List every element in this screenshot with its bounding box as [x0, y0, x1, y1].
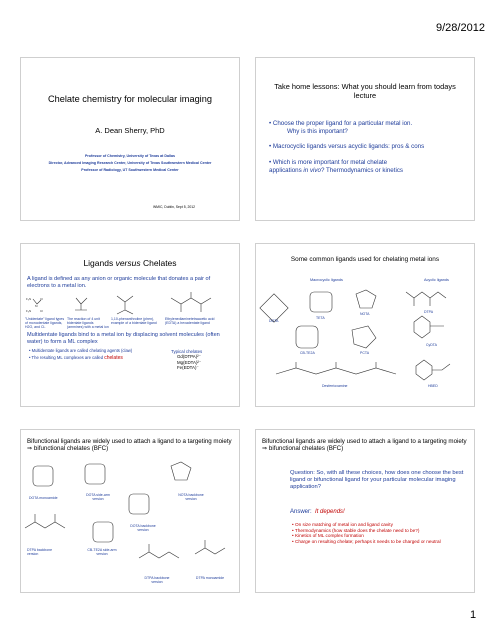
slide3-definition: A ligand is defined as any anion or organic molecule that donates a pair of electrons to a metal ion.	[27, 276, 211, 289]
slide2-bullet2: • Macrocyclic ligands versus acyclic ligands: pros & cons	[269, 143, 425, 150]
bfc-caption-8: DTPA monoamide	[195, 576, 225, 580]
typical-chelate-2: Mg(EDTA)²⁻	[177, 359, 202, 365]
svg-text:F₃N: F₃N	[26, 297, 32, 301]
typical-chelate-3: Fe(EDTA)⁻	[177, 365, 199, 371]
bfc-caption-4: DOTA backbone version	[130, 524, 156, 532]
slide1-affil3: Professor of Radiology, UT Southwestern Medical Center	[81, 168, 179, 172]
slide-take-home	[255, 57, 475, 221]
page-date: 9/28/2012	[436, 22, 485, 34]
bfc-caption-3: NOTA backbone version	[178, 493, 204, 501]
slide1-title: Chelate chemistry for molecular imaging	[48, 94, 212, 104]
ligand-name-cb-te2a: CB-TE2A	[300, 351, 315, 355]
slide3-typical-chelates: Typical chelates Gd(DTPA)²⁻ Mg(EDTA)²⁻ Fe(EDTA)⁻	[171, 349, 235, 371]
ligand-name-desferrioxamine: Desferrioxamine	[322, 384, 348, 388]
ligand-name-nota: NOTA	[360, 312, 370, 316]
svg-text:Cl: Cl	[40, 297, 43, 301]
slide3-caption-4: Ethylenediaminetetraacetic acid (EDTA) a hexadentate ligand	[165, 317, 215, 325]
answer-value: It depends!	[315, 509, 345, 515]
ligand-name-teta: TETA	[316, 316, 325, 320]
slide3-sub2: • The resulting ML complexes are called chelates	[29, 355, 123, 361]
slide2-bullet1: • Choose the proper ligand for a particular metal ion. Why is this important?	[269, 120, 413, 135]
svg-text:F₃N: F₃N	[26, 309, 32, 313]
slide-title	[20, 57, 240, 221]
slide5-title: Bifunctional ligands are widely used to attach a ligand to a targeting moiety ⇒ bifunctional chelates (BFC)	[27, 438, 232, 453]
macrocyclic-label: Macrocyclic ligands	[310, 278, 343, 282]
slide2-bullet3: • Which is more important for metal chelate applications in vivo? Thermodynamics or kinetics	[269, 159, 404, 174]
slide6-answer: Answer: It depends!	[290, 509, 345, 515]
slide3-caption-1: "Unidentate" ligand types of monodentate ligands, H2O, and Cl-	[25, 317, 65, 329]
slide3-title: Ligands versus Chelates	[83, 258, 177, 268]
point-2: • Thermodynamics (how stable does the chelate need to be?)	[292, 527, 420, 533]
slide-how-to-choose	[255, 429, 475, 593]
slide3-caption-3: 1,10-phenanthroline (phen), example of a bidentate ligand	[111, 317, 157, 325]
bfc-caption-2: DOTA side-arm version	[86, 493, 110, 501]
ligand-structures-figure	[21, 290, 239, 320]
slide1-affil2: Director, Advanced Imaging Research Center, University of Texas Southwestern Medical Center	[48, 161, 212, 165]
slide-common-ligands	[255, 243, 475, 407]
acyclic-label: Acyclic ligands	[424, 278, 449, 282]
slide6-question: Question: So, with all these choices, how does one choose the best ligand or bifunctional ligand for your particular molecular imaging application?	[290, 470, 464, 490]
point-1: • On size matching of metal ion and ligand cavity	[292, 522, 393, 527]
slide3-multidentate: Multidentate ligands bind to a metal ion by displacing solvent molecules (often water) to form a ML complex	[27, 332, 220, 345]
ligand-name-dota: DOTA	[269, 319, 279, 323]
slide-ligands-vs-chelates	[20, 243, 240, 407]
point-4: • Charge on resulting chelate; perhaps it needs to be charged or neutral	[292, 538, 441, 544]
ligand-name-dtpa: DTPA	[424, 310, 434, 314]
bfc-caption-6: CB-TE2A side-arm version	[87, 548, 117, 556]
slide1-author: A. Dean Sherry, PhD	[95, 126, 165, 135]
page-number: 1	[470, 609, 477, 621]
slide1-footer: WMIC, Dublin, Sept 5, 2012	[152, 205, 196, 209]
slide6-points	[292, 522, 464, 544]
svg-text:Cl: Cl	[40, 309, 43, 313]
ligand-name-hbed: HBED	[428, 384, 438, 388]
slide4-title: Some common ligands used for chelating metal ions	[290, 256, 440, 263]
ligand-structures	[256, 282, 474, 402]
ligand-name-pcta: PCTA	[360, 351, 370, 355]
slide3-caption-2: The reaction of 4 unit bidentate ligands (ammines) with a metal ion	[67, 317, 109, 329]
slide1-affil1: Professor of Chemistry, University of Texas at Dallas	[85, 154, 175, 158]
slide2-title: Take home lessons: What you should learn from todays lecture	[274, 82, 456, 100]
slide-bifunctional-ligands	[20, 429, 240, 593]
svg-text:M: M	[35, 304, 38, 308]
bfc-caption-7: DTPA backbone version	[144, 576, 170, 584]
typical-chelate-1: Gd(DTPA)²⁻	[177, 354, 201, 360]
slide3-sub1: • Multidentate ligands are called chelating agents (claw)	[29, 348, 133, 353]
slide6-title: Bifunctional ligands are widely used to attach a ligand to a targeting moiety ⇒ bifunctional chelates (BFC)	[262, 438, 467, 453]
point-3: • Kinetics of ML complex formation	[292, 533, 364, 539]
bfc-caption-5: DTPA backbone version	[27, 548, 53, 556]
bfc-caption-1: DOTA monoamide	[29, 496, 58, 500]
ligand-name-cydta: CyDTA	[426, 343, 438, 347]
bifunctional-structures	[21, 458, 239, 588]
